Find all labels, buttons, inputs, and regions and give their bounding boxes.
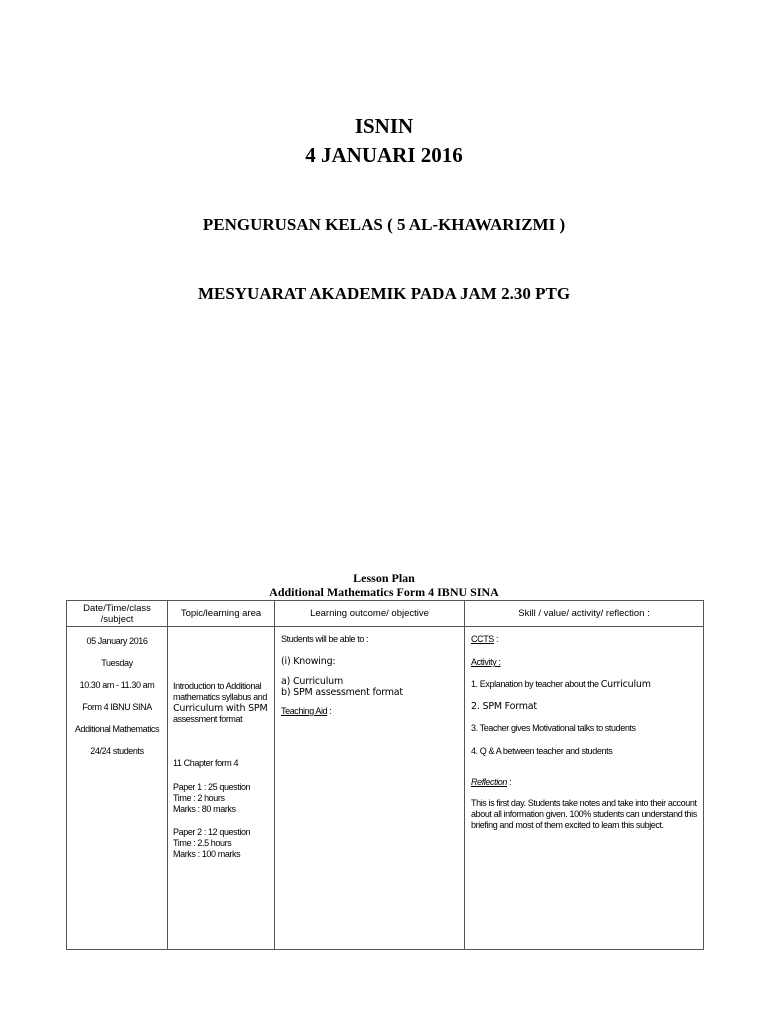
topic-chapters: 11 Chapter form 4 <box>173 758 239 768</box>
topic-cell <box>168 627 275 950</box>
topic-intro-curriculum: Curriculum with SPM <box>173 703 268 714</box>
paper1-marks: Marks : 80 marks <box>173 804 236 814</box>
outcome-knowing: (i) Knowing: <box>281 656 336 667</box>
column-header-date: Date/Time/class /subject <box>67 601 168 627</box>
activity-step-4: 4. Q & A between teacher and students <box>471 746 613 756</box>
lesson-day: Tuesday <box>101 658 133 668</box>
activity-step-3: 3. Teacher gives Motivational talks to students <box>471 723 636 733</box>
topic-intro: Introduction to Additional mathematics syllabus and <box>173 681 267 702</box>
day-heading: ISNIN <box>354 114 414 138</box>
activity-label <box>471 657 697 668</box>
ccts-label <box>471 634 697 645</box>
date-time-cell <box>67 627 168 950</box>
activity-step-2: 2. SPM Format <box>471 701 537 712</box>
lesson-plan-table <box>66 600 704 950</box>
topic-intro-format: assessment format <box>173 714 243 724</box>
date-heading: 4 JANUARI 2016 <box>305 143 463 167</box>
outcome-item-spm: b) SPM assessment format <box>281 687 403 698</box>
lesson-class: Form 4 IBNU SINA <box>82 702 152 712</box>
paper1-questions: Paper 1 : 25 question <box>173 782 251 792</box>
activity-step-1 <box>471 679 697 690</box>
lesson-time: 10.30 am - 11.30 am <box>79 680 155 690</box>
lesson-subject: Additional Mathematics <box>74 724 160 734</box>
activity-step-1-curriculum: Curriculum <box>600 679 651 690</box>
meeting-heading: MESYUARAT AKADEMIK PADA JAM 2.30 PTG <box>197 284 571 303</box>
table-row <box>67 627 704 950</box>
outcome-item-curriculum: a) Curriculum <box>281 676 344 687</box>
outcome-cell <box>275 627 465 950</box>
reflection-text: This is first day. Students take notes and take into their account about all information given. 100% students can understand this briefing and most of them excited to learn this subject. <box>471 798 697 830</box>
column-header-skill: Skill / value/ activity/ reflection : <box>465 601 704 627</box>
outcome-intro: Students will be able to : <box>281 634 369 644</box>
class-management-heading: PENGURUSAN KELAS ( 5 AL-KHAWARIZMI ) <box>202 215 566 234</box>
activity-step-1-text: 1. Explanation by teacher about the <box>471 679 601 689</box>
paper2-marks: Marks : 100 marks <box>173 849 241 859</box>
reflection-text-label: Reflection <box>471 777 508 787</box>
lesson-attendance: 24/24 students <box>90 746 144 756</box>
column-header-outcome: Learning outcome/ objective <box>275 601 465 627</box>
skill-cell <box>465 627 704 950</box>
lesson-plan-title: Lesson Plan <box>353 571 415 585</box>
teaching-aid-text: Teaching Aid <box>281 706 328 716</box>
lesson-plan-subtitle: Additional Mathematics Form 4 IBNU SINA <box>269 585 499 599</box>
column-header-topic: Topic/learning area <box>168 601 275 627</box>
table-header-row <box>67 601 704 627</box>
paper2-time: Time : 2.5 hours <box>173 838 232 848</box>
paper2-questions: Paper 2 : 12 question <box>173 827 251 837</box>
lesson-date: 05 January 2016 <box>86 636 148 646</box>
paper1-time: Time : 2 hours <box>173 793 225 803</box>
teaching-aid-colon: : <box>327 706 332 716</box>
reflection-colon: : <box>507 777 512 787</box>
activity-text: Activity : <box>471 657 501 667</box>
ccts-colon: : <box>493 634 499 644</box>
reflection-label <box>471 777 697 788</box>
ccts-text: CCTS <box>471 634 494 644</box>
teaching-aid-label <box>281 706 458 717</box>
